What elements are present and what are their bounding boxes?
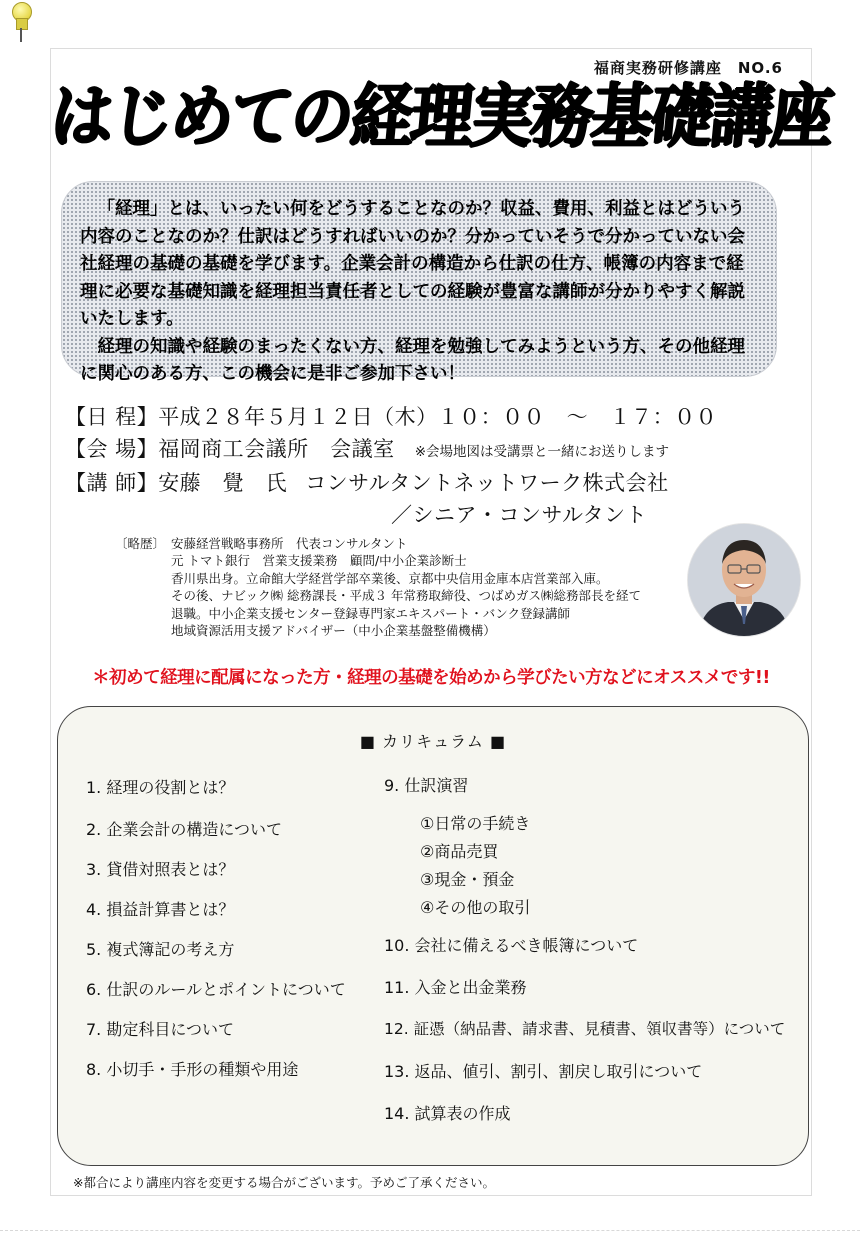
bio-label: 〔略歴〕 <box>115 536 166 551</box>
lecturer-photo <box>687 523 801 637</box>
lecturer-bio <box>115 535 641 639</box>
footnote: ※都合により講座内容を変更する場合がございます。予めご了承ください。 <box>73 1175 495 1190</box>
page-title: はじめての経理実務基礎講座 <box>47 75 835 158</box>
bio-line: 退職。中小企業支援センター登録専門家エキスパート・バンク登録講師 <box>171 605 571 621</box>
lecturer-name: 安藤 覺 氏 <box>158 471 288 495</box>
curriculum-item: 10. 会社に備えるべき帳簿について <box>384 936 639 955</box>
curriculum-title: ■ カリキュラム ■ <box>359 732 507 751</box>
pushpin-icon <box>8 2 34 42</box>
series-label: 福商実務研修講座 NO.6 <box>593 59 783 77</box>
lecturer-role: ／シニア・コンサルタント <box>391 503 648 527</box>
venue-label: 【会 場】 <box>65 437 159 461</box>
curriculum-item: 8. 小切手・手形の種類や用途 <box>86 1060 299 1079</box>
curriculum-subitem: ③現金・預金 <box>420 870 515 889</box>
bio-line: その後、ナビック㈱ 総務課長・平成３ 年常務取締役、つばめガス㈱総務部長を経て <box>171 588 641 604</box>
curriculum-item: 9. 仕訳演習 <box>384 776 469 795</box>
intro-paragraph-2: 経理の知識や経験のまったくない方、経理を勉強してみようという方、その他経理に関心のある方、この機会に是非ご参加下さい！ <box>80 336 745 384</box>
recommendation-banner: ＊初めて経理に配属になった方・経理の基礎を始めから学びたい方などにオススメです!! <box>92 668 770 688</box>
curriculum-item: 14. 試算表の作成 <box>384 1104 511 1123</box>
curriculum-subitem: ②商品売買 <box>420 842 499 861</box>
curriculum-item: 2. 企業会計の構造について <box>86 820 283 839</box>
lecturer-role-row <box>391 501 647 529</box>
intro-paragraph-1: 「経理」とは、いったい何をどうすることなのか？収益、費用、利益とはどういう内容のことなのか？仕訳はどうすればいいのか？分かっていそうで分かっていない会社経理の基礎の基礎を学びます。企業会計の構造から仕訳の仕方、帳簿の内容まで経理に必要な基礎知識を経理担当責任者としての経験が豊富な講師が分かりやすく解説いたします。 <box>80 199 745 329</box>
bio-line: 地域資源活用支援アドバイザー（中小企業基盤整備機構） <box>171 623 496 639</box>
venue-note: ※会場地図は受講票と一緒にお送りします <box>414 444 669 460</box>
curriculum-item: 7. 勘定科目について <box>86 1020 235 1039</box>
curriculum-item: 11. 入金と出金業務 <box>384 978 527 997</box>
venue-value: 福岡商工会議所 会議室 <box>158 437 395 461</box>
curriculum-box <box>57 706 809 1166</box>
curriculum-item: 3. 貸借対照表とは？ <box>86 860 235 879</box>
curriculum-item: 1. 経理の役割とは？ <box>86 778 235 797</box>
curriculum-item: 4. 損益計算書とは？ <box>86 900 235 919</box>
intro-box <box>61 181 777 384</box>
curriculum-item: 13. 返品、値引、割引、割戻し取引について <box>384 1062 703 1081</box>
venue-row <box>65 435 669 466</box>
lecturer-row <box>65 469 669 497</box>
curriculum-subitem: ①日常の手続き <box>420 814 531 833</box>
curriculum-subitem: ④その他の取引 <box>420 898 531 917</box>
lecturer-company: コンサルタントネットワーク株式会社 <box>305 471 669 495</box>
curriculum-item: 12. 証憑（納品書、請求書、見積書、領収書等）について <box>384 1020 786 1038</box>
page-edge-decoration <box>0 1230 860 1247</box>
bio-line: 元 トマト銀行 営業支援業務 顧問/中小企業診断士 <box>171 553 467 569</box>
curriculum-item: 6. 仕訳のルールとポイントについて <box>86 980 346 999</box>
schedule-label: 【日 程】 <box>65 405 159 429</box>
bio-line: 安藤経営戦略事務所 代表コンサルタント <box>171 536 408 551</box>
bio-line: 香川県出身。立命館大学経営学部卒業後、京都中央信用金庫本店営業部入庫。 <box>171 570 609 586</box>
lecturer-label: 【講 師】 <box>65 471 159 495</box>
flyer-page <box>47 48 835 1196</box>
schedule-value: 平成２８年５月１２日（木）１０：００ ～ １７：００ <box>158 405 718 429</box>
schedule-row <box>65 403 717 431</box>
curriculum-item: 5. 複式簿記の考え方 <box>86 940 235 959</box>
